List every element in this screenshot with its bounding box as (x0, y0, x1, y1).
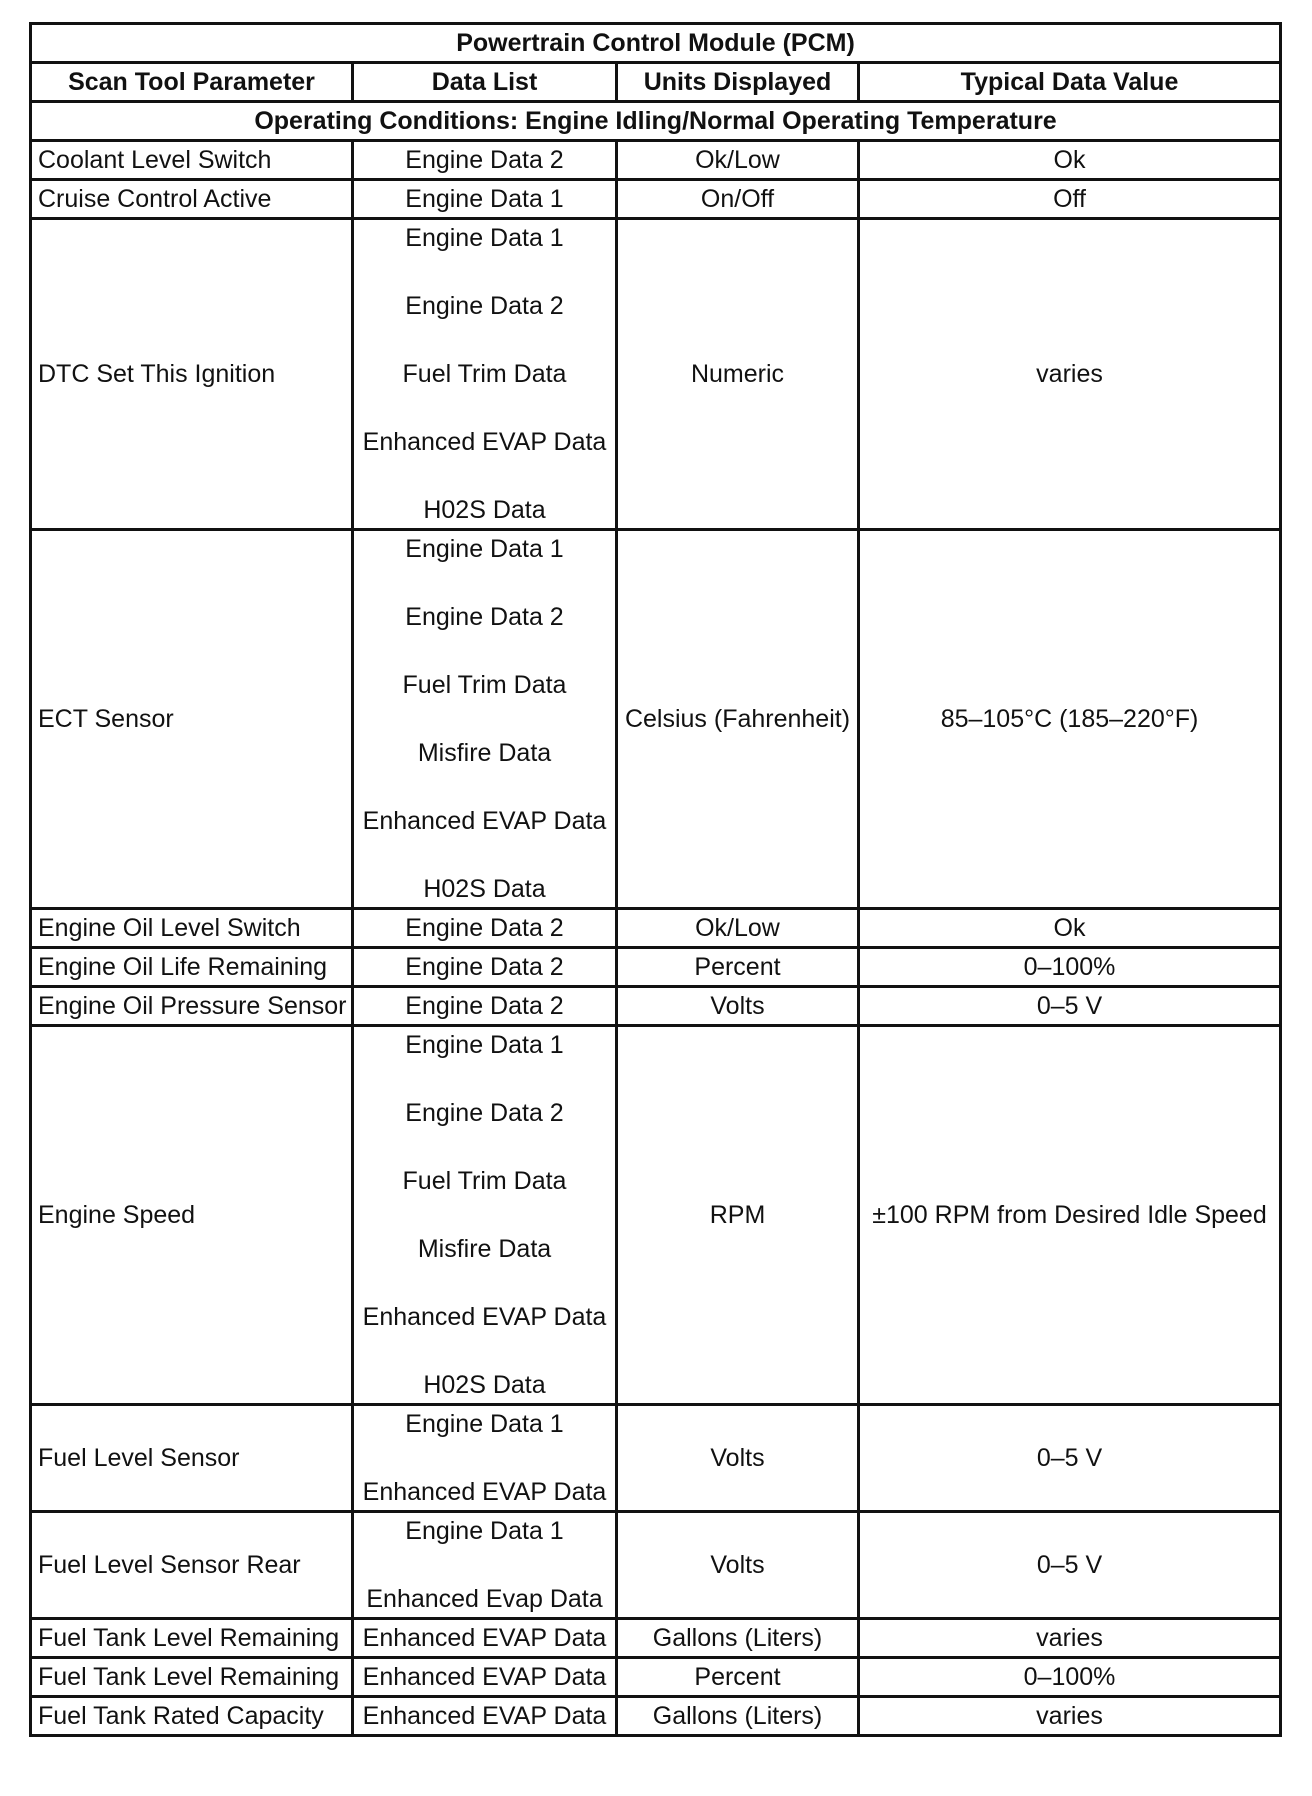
data-list-item: Enhanced Evap Data (366, 1585, 603, 1613)
data-list-item: Engine Data 1 (405, 1031, 564, 1059)
data-list-item: Fuel Trim Data (402, 671, 567, 699)
data-list-item: Fuel Trim Data (402, 360, 567, 388)
scan-tool-parameter-cell: Coolant Level Switch (31, 141, 353, 180)
table-body (31, 141, 1281, 1736)
table-title-row (31, 24, 1281, 63)
units-displayed-cell: Gallons (Liters) (617, 1697, 859, 1736)
units-displayed-cell: Ok/Low (617, 909, 859, 948)
typical-data-value-cell: ±100 RPM from Desired Idle Speed (859, 1026, 1281, 1405)
section-row (31, 102, 1281, 141)
typical-data-value-cell: varies (859, 1619, 1281, 1658)
column-header-row (31, 63, 1281, 102)
scan-tool-parameter-cell: Fuel Tank Level Remaining (31, 1619, 353, 1658)
scan-tool-parameter-cell: Fuel Tank Rated Capacity (31, 1697, 353, 1736)
data-list-item: Enhanced EVAP Data (362, 1303, 607, 1331)
data-list-cell (353, 1026, 617, 1405)
typical-data-value-cell: 0–5 V (859, 987, 1281, 1026)
data-list-cell: Enhanced EVAP Data (353, 1658, 617, 1697)
scan-tool-parameter-cell: DTC Set This Ignition (31, 219, 353, 530)
table-row (31, 530, 1281, 909)
table-row (31, 1697, 1281, 1736)
typical-data-value-cell: Ok (859, 141, 1281, 180)
data-list-cell: Enhanced EVAP Data (353, 1619, 617, 1658)
data-list-item: Engine Data 1 (405, 224, 564, 252)
table-row (31, 180, 1281, 219)
data-list-item: Engine Data 2 (405, 603, 564, 631)
scan-tool-parameter-cell: Engine Oil Level Switch (31, 909, 353, 948)
data-list-cell (353, 219, 617, 530)
units-displayed-cell: Ok/Low (617, 141, 859, 180)
scan-tool-parameter-cell: Engine Speed (31, 1026, 353, 1405)
typical-data-value-cell: Ok (859, 909, 1281, 948)
units-displayed-cell: Gallons (Liters) (617, 1619, 859, 1658)
table-title: Powertrain Control Module (PCM) (31, 24, 1281, 63)
scan-tool-parameter-cell: Engine Oil Pressure Sensor (31, 987, 353, 1026)
data-list-item: H02S Data (423, 875, 546, 903)
table-row (31, 1619, 1281, 1658)
header-data-list: Data List (353, 63, 617, 102)
data-list-cell (353, 1512, 617, 1619)
typical-data-value-cell: 85–105°C (185–220°F) (859, 530, 1281, 909)
units-displayed-cell: Volts (617, 987, 859, 1026)
scan-tool-parameter-cell: ECT Sensor (31, 530, 353, 909)
data-list-stack (360, 531, 609, 907)
header-scan-tool-parameter: Scan Tool Parameter (31, 63, 353, 102)
data-list-stack (360, 220, 609, 528)
header-units-displayed: Units Displayed (617, 63, 859, 102)
table-row (31, 1658, 1281, 1697)
data-list-cell: Engine Data 2 (353, 141, 617, 180)
data-list-item: H02S Data (423, 496, 546, 524)
data-list-item: Misfire Data (417, 739, 552, 767)
data-list-stack (360, 1406, 609, 1510)
table-row (31, 1512, 1281, 1619)
data-list-cell: Engine Data 2 (353, 948, 617, 987)
data-list-item: Enhanced EVAP Data (362, 1478, 607, 1506)
table-row (31, 948, 1281, 987)
data-list-cell: Engine Data 2 (353, 909, 617, 948)
units-displayed-cell: Volts (617, 1405, 859, 1512)
typical-data-value-cell: Off (859, 180, 1281, 219)
scan-tool-parameter-cell: Fuel Tank Level Remaining (31, 1658, 353, 1697)
data-list-item: Engine Data 2 (405, 292, 564, 320)
data-list-stack (360, 1027, 609, 1403)
table-row (31, 1405, 1281, 1512)
data-list-cell: Engine Data 2 (353, 987, 617, 1026)
units-displayed-cell: Percent (617, 948, 859, 987)
scan-tool-parameter-cell: Fuel Level Sensor (31, 1405, 353, 1512)
table-row (31, 909, 1281, 948)
header-typical-data-value: Typical Data Value (859, 63, 1281, 102)
units-displayed-cell: On/Off (617, 180, 859, 219)
typical-data-value-cell: varies (859, 1697, 1281, 1736)
table-row (31, 141, 1281, 180)
units-displayed-cell: Numeric (617, 219, 859, 530)
data-list-cell: Engine Data 1 (353, 180, 617, 219)
typical-data-value-cell: 0–5 V (859, 1512, 1281, 1619)
scan-tool-parameter-cell: Fuel Level Sensor Rear (31, 1512, 353, 1619)
data-list-cell: Enhanced EVAP Data (353, 1697, 617, 1736)
typical-data-value-cell: varies (859, 219, 1281, 530)
data-list-item: Enhanced EVAP Data (362, 807, 607, 835)
table-row (31, 1026, 1281, 1405)
typical-data-value-cell: 0–5 V (859, 1405, 1281, 1512)
data-list-item: Engine Data 1 (405, 535, 564, 563)
table-row (31, 987, 1281, 1026)
data-list-item: Engine Data 1 (405, 1517, 564, 1545)
pcm-data-table (29, 22, 1282, 1737)
units-displayed-cell: RPM (617, 1026, 859, 1405)
typical-data-value-cell: 0–100% (859, 948, 1281, 987)
units-displayed-cell: Volts (617, 1512, 859, 1619)
data-list-cell (353, 530, 617, 909)
scan-tool-parameter-cell: Cruise Control Active (31, 180, 353, 219)
data-list-item: Fuel Trim Data (402, 1167, 567, 1195)
data-list-item: Enhanced EVAP Data (362, 428, 607, 456)
table-row (31, 219, 1281, 530)
scan-tool-parameter-cell: Engine Oil Life Remaining (31, 948, 353, 987)
units-displayed-cell: Percent (617, 1658, 859, 1697)
data-list-item: H02S Data (423, 1371, 546, 1399)
units-displayed-cell: Celsius (Fahrenheit) (617, 530, 859, 909)
typical-data-value-cell: 0–100% (859, 1658, 1281, 1697)
data-list-item: Misfire Data (417, 1235, 552, 1263)
data-list-cell (353, 1405, 617, 1512)
data-list-item: Engine Data 2 (405, 1099, 564, 1127)
data-list-stack (360, 1513, 609, 1617)
data-list-item: Engine Data 1 (405, 1410, 564, 1438)
operating-conditions-heading: Operating Conditions: Engine Idling/Normal Operating Temperature (31, 102, 1281, 141)
